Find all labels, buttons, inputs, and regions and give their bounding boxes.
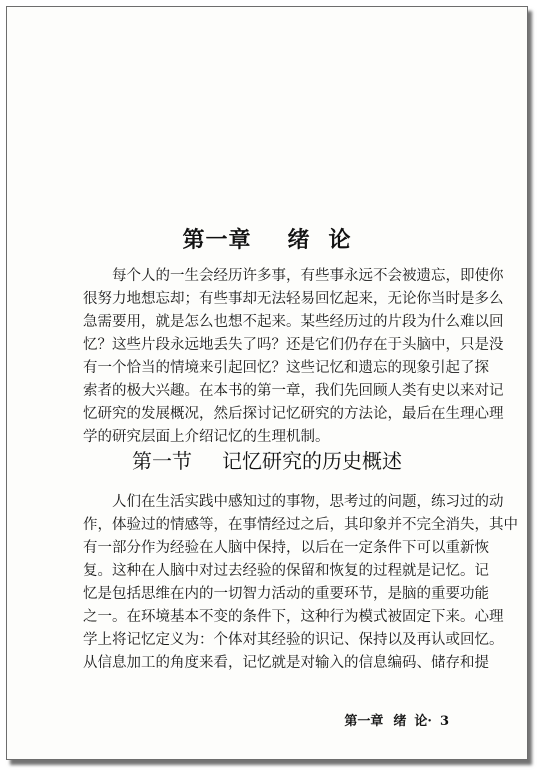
section-paragraph [83,491,518,675]
section-line-6: 之一。在环境基本不变的条件下，这种行为模式被固定下来。心理 [83,609,504,625]
section-line-5: 忆是包括思维在内的一切智力活动的重要环节，是脑的重要功能 [83,586,489,602]
chapter-heading [7,223,527,254]
section-line-7: 学上将记忆定义为：个体对其经验的识记、保持以及再认或回忆。 [83,632,504,648]
intro-line-3: 急需要用，就是怎么也想不起来。某些经历过的片段为什么难以回 [83,314,504,330]
footer-chapter-title-1: 绪 [393,714,407,729]
intro-line-6: 索者的极大兴趣。在本书的第一章，我们先回顾人类有史以来对记 [83,383,504,399]
intro-line-7: 忆研究的发展概况，然后探讨记忆研究的方法论，最后在生理心理 [83,406,504,422]
chapter-title-char-1: 绪 [287,227,311,253]
running-footer [344,710,449,729]
page-number: 3 [439,714,449,729]
footer-separator: · [427,714,432,729]
section-line-1: 人们在生活实践中感知过的事物，思考过的问题，练习过的动 [112,494,504,510]
section-line-2: 作，体验过的情感等，在事情经过之后，其印象并不完全消失，其中 [83,517,518,533]
intro-paragraph [83,265,504,449]
chapter-label: 第一章 [182,227,252,253]
chapter-title-char-2: 论 [328,227,352,253]
section-line-4: 复。这种在人脑中对过去经验的保留和恢复的过程就是记忆。记 [83,563,489,579]
intro-line-2: 很努力地想忘却；有些事却无法轻易回忆起来，无论你当时是多么 [83,291,504,307]
section-label: 第一节 [132,449,192,473]
intro-line-4: 忆？这些片段永远地丢失了吗？还是它们仍存在于头脑中，只是没 [83,337,504,353]
footer-chapter-title-2: 论 [414,714,428,729]
footer-chapter-label: 第一章 [344,714,384,729]
intro-line-5: 有一个恰当的情境来引起回忆？这些记忆和遗忘的现象引起了探 [83,360,489,376]
book-page [6,6,528,760]
section-line-3: 有一部分作为经验在人脑中保持，以后在一定条件下可以重新恢 [83,540,489,556]
section-heading [7,445,527,474]
section-line-8: 从信息加工的角度来看，记忆就是对输入的信息编码、储存和提 [83,655,489,671]
section-title: 记忆研究的历史概述 [222,449,402,473]
intro-line-8: 学的研究层面上介绍记忆的生理机制。 [83,429,330,445]
intro-line-1: 每个人的一生会经历许多事，有些事永远不会被遗忘，即使你 [112,268,504,284]
